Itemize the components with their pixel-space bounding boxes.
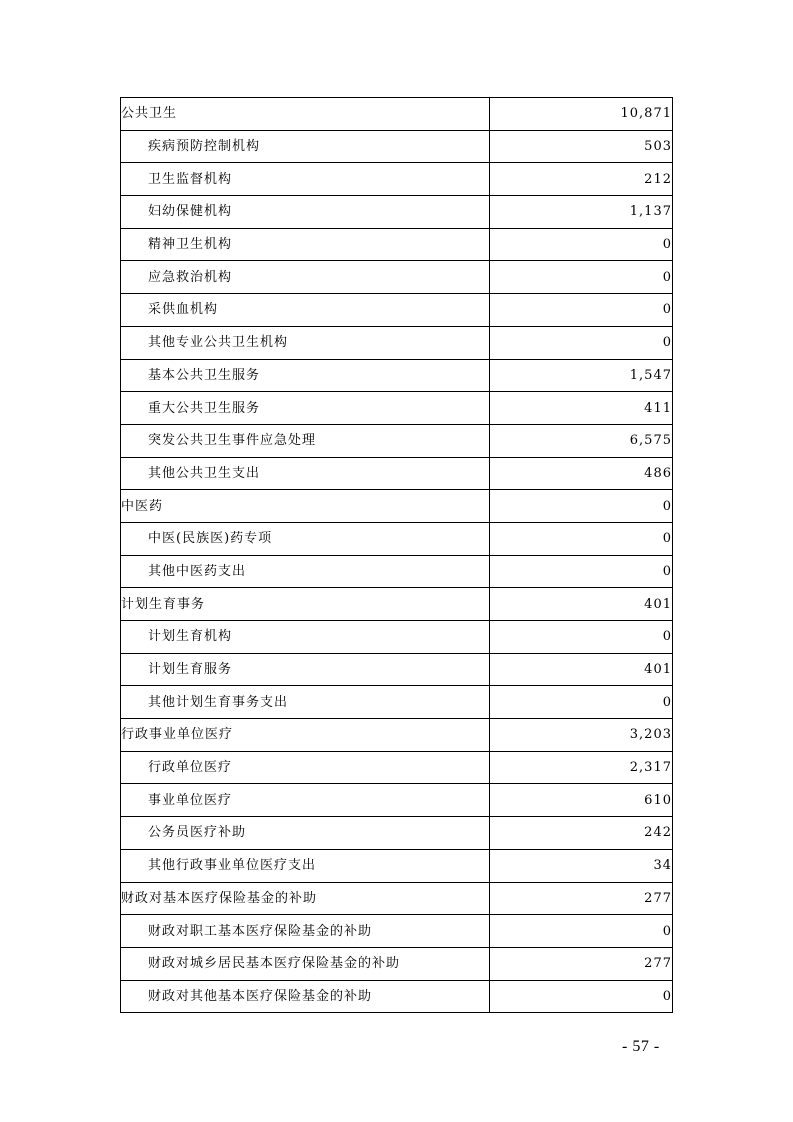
table-row — [121, 457, 673, 490]
table-row — [121, 588, 673, 621]
item-name: 其他行政事业单位医疗支出 — [121, 849, 490, 882]
item-amount: 10,871 — [490, 98, 673, 131]
item-amount: 0 — [490, 915, 673, 948]
item-amount: 0 — [490, 522, 673, 555]
item-name: 财政对基本医疗保险基金的补助 — [121, 882, 490, 915]
item-name: 计划生育机构 — [121, 621, 490, 654]
item-name: 采供血机构 — [121, 294, 490, 327]
table-row — [121, 261, 673, 294]
item-name: 其他计划生育事务支出 — [121, 686, 490, 719]
table-row — [121, 163, 673, 196]
item-name: 突发公共卫生事件应急处理 — [121, 424, 490, 457]
item-name: 精神卫生机构 — [121, 228, 490, 261]
table-row — [121, 653, 673, 686]
item-amount: 401 — [490, 588, 673, 621]
item-amount: 0 — [490, 555, 673, 588]
item-name: 行政单位医疗 — [121, 751, 490, 784]
item-name: 财政对其他基本医疗保险基金的补助 — [121, 980, 490, 1013]
item-name: 其他中医药支出 — [121, 555, 490, 588]
table-row — [121, 359, 673, 392]
item-amount: 0 — [490, 490, 673, 523]
item-amount: 6,575 — [490, 424, 673, 457]
item-amount: 0 — [490, 621, 673, 654]
table-row — [121, 849, 673, 882]
item-amount: 277 — [490, 947, 673, 980]
item-name: 财政对职工基本医疗保险基金的补助 — [121, 915, 490, 948]
item-amount: 34 — [490, 849, 673, 882]
item-name: 财政对城乡居民基本医疗保险基金的补助 — [121, 947, 490, 980]
item-name: 事业单位医疗 — [121, 784, 490, 817]
item-name: 中医药 — [121, 490, 490, 523]
item-name: 疾病预防控制机构 — [121, 130, 490, 163]
item-name: 卫生监督机构 — [121, 163, 490, 196]
item-amount: 401 — [490, 653, 673, 686]
item-name: 基本公共卫生服务 — [121, 359, 490, 392]
table-row — [121, 947, 673, 980]
item-amount: 0 — [490, 294, 673, 327]
item-name: 应急救治机构 — [121, 261, 490, 294]
item-amount: 277 — [490, 882, 673, 915]
item-name: 其他专业公共卫生机构 — [121, 326, 490, 359]
item-name: 重大公共卫生服务 — [121, 392, 490, 425]
table-row — [121, 424, 673, 457]
budget-table-container — [120, 97, 672, 1013]
item-amount: 3,203 — [490, 719, 673, 752]
table-row — [121, 555, 673, 588]
table-row — [121, 522, 673, 555]
table-row — [121, 294, 673, 327]
table-row — [121, 228, 673, 261]
table-row — [121, 490, 673, 523]
table-row — [121, 980, 673, 1013]
table-row — [121, 817, 673, 850]
table-row — [121, 326, 673, 359]
budget-table — [120, 97, 673, 1013]
page-number: - 57 - — [622, 1038, 660, 1055]
table-row — [121, 915, 673, 948]
item-amount: 503 — [490, 130, 673, 163]
table-row — [121, 719, 673, 752]
table-row — [121, 98, 673, 131]
table-row — [121, 130, 673, 163]
table-row — [121, 196, 673, 229]
item-amount: 0 — [490, 326, 673, 359]
table-row — [121, 621, 673, 654]
item-amount: 1,137 — [490, 196, 673, 229]
item-amount: 0 — [490, 686, 673, 719]
item-name: 公务员医疗补助 — [121, 817, 490, 850]
item-name: 其他公共卫生支出 — [121, 457, 490, 490]
item-name: 公共卫生 — [121, 98, 490, 131]
table-row — [121, 784, 673, 817]
item-amount: 411 — [490, 392, 673, 425]
table-row — [121, 686, 673, 719]
budget-table-body — [121, 98, 673, 1013]
item-amount: 242 — [490, 817, 673, 850]
item-name: 中医(民族医)药专项 — [121, 522, 490, 555]
item-amount: 610 — [490, 784, 673, 817]
item-amount: 0 — [490, 228, 673, 261]
table-row — [121, 882, 673, 915]
item-amount: 486 — [490, 457, 673, 490]
table-row — [121, 751, 673, 784]
item-name: 计划生育事务 — [121, 588, 490, 621]
item-amount: 0 — [490, 261, 673, 294]
item-amount: 2,317 — [490, 751, 673, 784]
item-name: 行政事业单位医疗 — [121, 719, 490, 752]
table-row — [121, 392, 673, 425]
item-amount: 0 — [490, 980, 673, 1013]
item-name: 计划生育服务 — [121, 653, 490, 686]
item-name: 妇幼保健机构 — [121, 196, 490, 229]
item-amount: 1,547 — [490, 359, 673, 392]
item-amount: 212 — [490, 163, 673, 196]
